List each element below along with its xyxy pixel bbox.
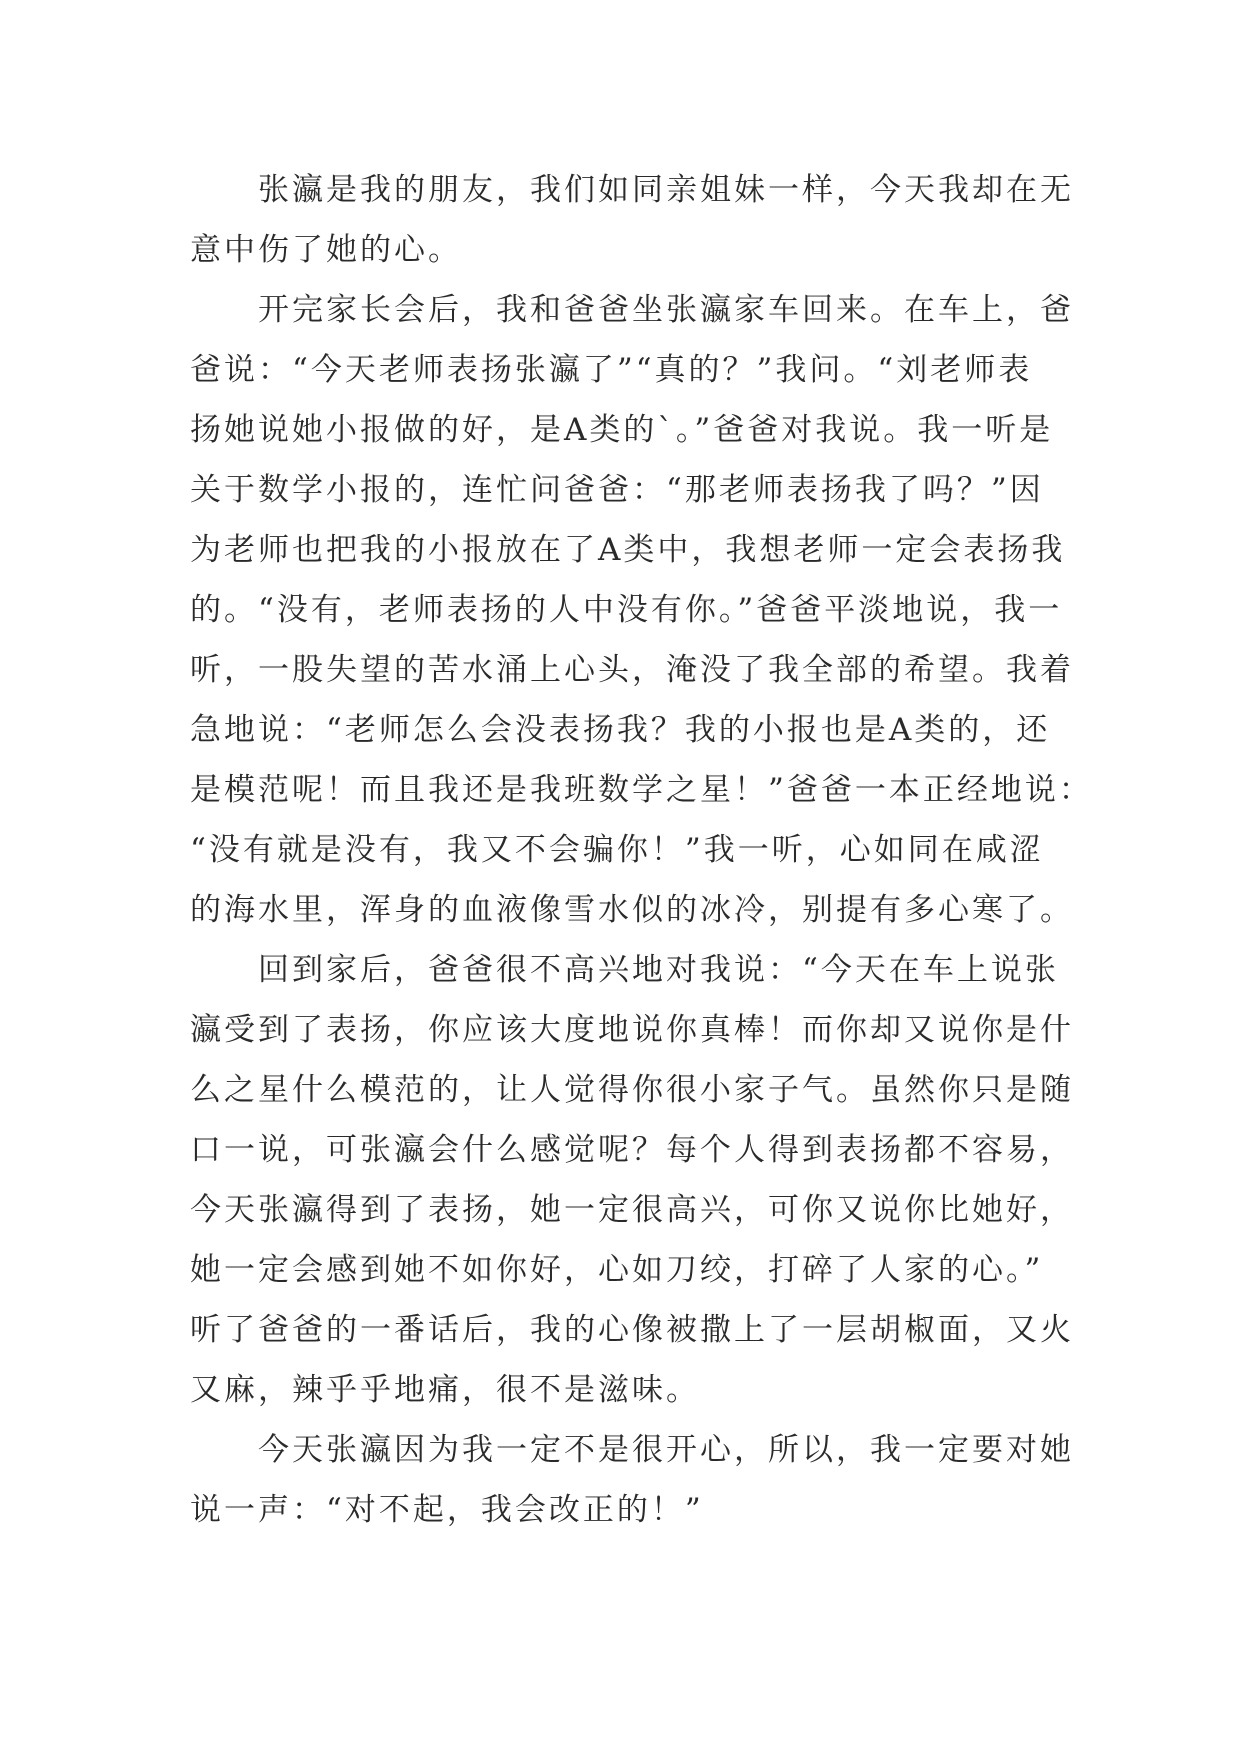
text-line: 为老师也把我的小报放在了A类中，我想老师一定会表扬我	[190, 532, 1066, 568]
text-line: 张瀛是我的朋友，我们如同亲姐妹一样，今天我却在无	[258, 172, 1074, 208]
essay-body	[190, 160, 1093, 1540]
text-line: 瀛受到了表扬，你应该大度地说你真棒！而你却又说你是什	[190, 1012, 1074, 1048]
text-line: 的。“没有，老师表扬的人中没有你。”爸爸平淡地说，我一	[190, 592, 1063, 628]
text-line: 扬她说她小报做的好，是A类的`。”爸爸对我说。我一听是	[190, 412, 1054, 448]
text-line: 又麻，辣乎乎地痛，很不是滋味。	[190, 1372, 700, 1408]
text-line: “没有就是没有，我又不会骗你！”我一听，心如同在咸涩	[190, 832, 1044, 868]
text-line: 开完家长会后，我和爸爸坐张瀛家车回来。在车上，爸	[258, 292, 1074, 328]
text-line: 口一说，可张瀛会什么感觉呢？每个人得到表扬都不容易，	[190, 1132, 1074, 1168]
text-line: 爸说：“今天老师表扬张瀛了”“真的？”我问。“刘老师表	[190, 352, 1033, 388]
text-line: 说一声：“对不起，我会改正的！”	[190, 1492, 704, 1528]
text-line: 听，一股失望的苦水涌上心头，淹没了我全部的希望。我着	[190, 652, 1074, 688]
text-line: 回到家后，爸爸很不高兴地对我说：“今天在车上说张	[258, 952, 1059, 988]
text-line: 急地说：“老师怎么会没表扬我？我的小报也是A类的，还	[190, 712, 1051, 748]
text-line: 她一定会感到她不如你好，心如刀绞，打碎了人家的心。”	[190, 1252, 1044, 1288]
text-line: 么之星什么模范的，让人觉得你很小家子气。虽然你只是随	[190, 1072, 1074, 1108]
text-line: 是模范呢！而且我还是我班数学之星！”爸爸一本正经地说：	[190, 772, 1093, 808]
text-line: 今天张瀛得到了表扬，她一定很高兴，可你又说你比她好，	[190, 1192, 1074, 1228]
text-line: 的海水里，浑身的血液像雪水似的冰冷，别提有多心寒了。	[190, 892, 1074, 928]
text-line: 关于数学小报的，连忙问爸爸：“那老师表扬我了吗？”因	[190, 472, 1044, 508]
text-line: 听了爸爸的一番话后，我的心像被撒上了一层胡椒面，又火	[190, 1312, 1074, 1348]
text-line: 今天张瀛因为我一定不是很开心，所以，我一定要对她	[258, 1432, 1074, 1468]
text-line: 意中伤了她的心。	[190, 232, 462, 268]
